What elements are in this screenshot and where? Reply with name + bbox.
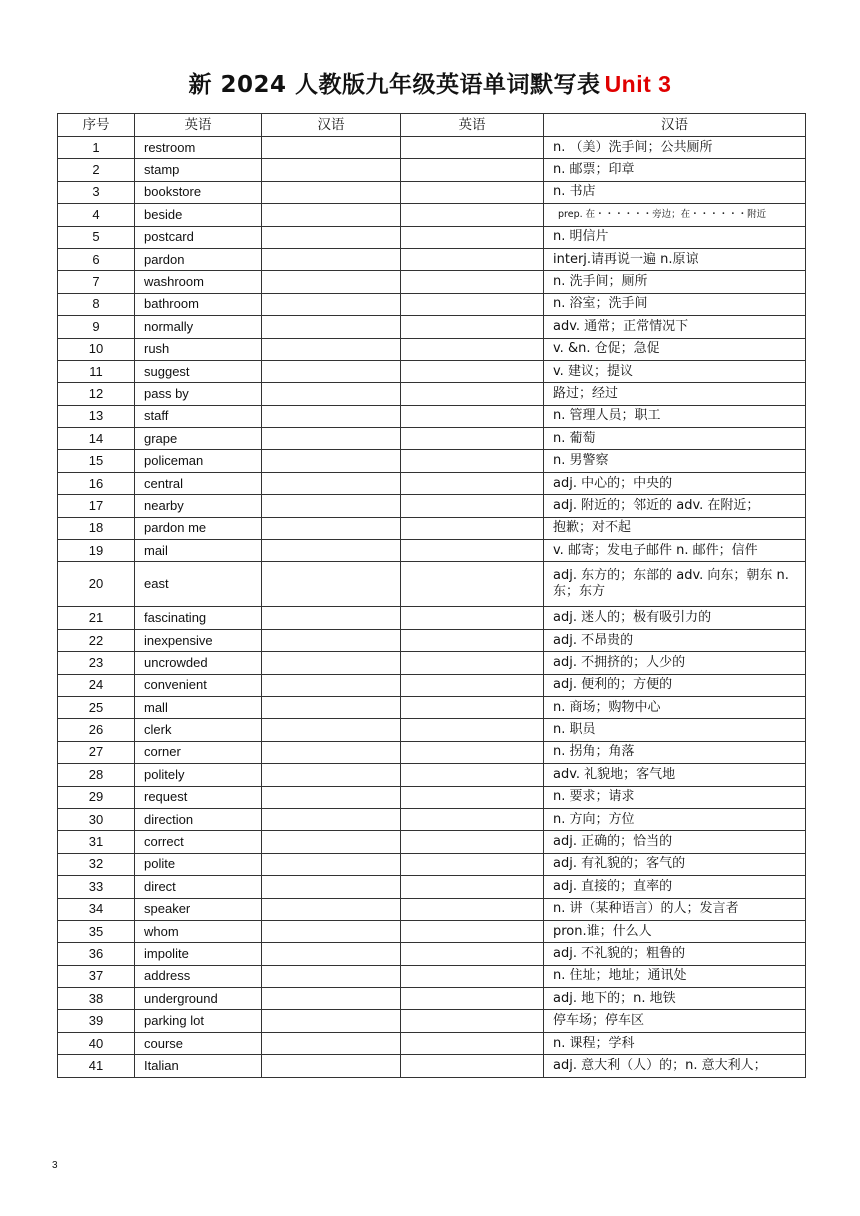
table-row <box>58 898 806 920</box>
english-answer-blank[interactable] <box>401 472 544 494</box>
chinese-meaning: n. 要求；请求 <box>544 786 806 808</box>
row-number: 15 <box>58 450 135 472</box>
chinese-meaning: n. 书店 <box>544 181 806 203</box>
chinese-meaning: adv. 通常；正常情况下 <box>544 316 806 338</box>
row-number: 32 <box>58 853 135 875</box>
english-word: grape <box>135 428 262 450</box>
table-row <box>58 943 806 965</box>
row-number: 12 <box>58 383 135 405</box>
english-answer-blank[interactable] <box>401 181 544 203</box>
chinese-meaning: v. 邮寄；发电子邮件 n. 邮件；信件 <box>544 540 806 562</box>
chinese-meaning: 抱歉；对不起 <box>544 517 806 539</box>
english-answer-blank[interactable] <box>401 293 544 315</box>
row-number: 31 <box>58 831 135 853</box>
row-number: 18 <box>58 517 135 539</box>
table-row <box>58 1032 806 1054</box>
english-word: address <box>135 965 262 987</box>
row-number: 27 <box>58 741 135 763</box>
table-row <box>58 450 806 472</box>
english-word: postcard <box>135 226 262 248</box>
table-row <box>58 831 806 853</box>
title-main: 新 2024 人教版九年级英语单词默写表 <box>188 72 601 98</box>
row-number: 39 <box>58 1010 135 1032</box>
chinese-answer-blank[interactable] <box>262 607 401 629</box>
english-word: politely <box>135 764 262 786</box>
chinese-answer-blank[interactable] <box>262 405 401 427</box>
row-number: 37 <box>58 965 135 987</box>
english-word: corner <box>135 741 262 763</box>
chinese-meaning: 路过；经过 <box>544 383 806 405</box>
english-word: staff <box>135 405 262 427</box>
english-word: stamp <box>135 159 262 181</box>
table-row <box>58 540 806 562</box>
chinese-answer-blank[interactable] <box>262 517 401 539</box>
english-answer-blank[interactable] <box>401 159 544 181</box>
row-number: 20 <box>58 562 135 607</box>
header-number: 序号 <box>58 114 135 137</box>
header-english: 英语 <box>135 114 262 137</box>
english-answer-blank[interactable] <box>401 517 544 539</box>
english-answer-blank[interactable] <box>401 248 544 270</box>
english-word: polite <box>135 853 262 875</box>
english-word: central <box>135 472 262 494</box>
table-row <box>58 181 806 203</box>
table-row <box>58 293 806 315</box>
chinese-meaning: n. 明信片 <box>544 226 806 248</box>
chinese-answer-blank[interactable] <box>262 204 401 226</box>
chinese-meaning: prep. 在・・・・・・旁边；在・・・・・・附近 <box>544 204 806 226</box>
english-answer-blank[interactable] <box>401 920 544 942</box>
row-number: 9 <box>58 316 135 338</box>
table-row <box>58 226 806 248</box>
table-row <box>58 965 806 987</box>
chinese-meaning: adj. 直接的；直率的 <box>544 876 806 898</box>
english-answer-blank[interactable] <box>401 360 544 382</box>
row-number: 7 <box>58 271 135 293</box>
table-row <box>58 248 806 270</box>
row-number: 25 <box>58 696 135 718</box>
header-english-blank: 英语 <box>401 114 544 137</box>
english-answer-blank[interactable] <box>401 1055 544 1077</box>
chinese-answer-blank[interactable] <box>262 316 401 338</box>
chinese-answer-blank[interactable] <box>262 248 401 270</box>
table-row <box>58 920 806 942</box>
english-answer-blank[interactable] <box>401 383 544 405</box>
english-word: impolite <box>135 943 262 965</box>
english-word: policeman <box>135 450 262 472</box>
chinese-answer-blank[interactable] <box>262 786 401 808</box>
row-number: 26 <box>58 719 135 741</box>
row-number: 6 <box>58 248 135 270</box>
chinese-answer-blank[interactable] <box>262 226 401 248</box>
chinese-answer-blank[interactable] <box>262 876 401 898</box>
english-word: nearby <box>135 495 262 517</box>
chinese-answer-blank[interactable] <box>262 674 401 696</box>
row-number: 14 <box>58 428 135 450</box>
chinese-answer-blank[interactable] <box>262 988 401 1010</box>
english-answer-blank[interactable] <box>401 629 544 651</box>
chinese-answer-blank[interactable] <box>262 1032 401 1054</box>
vocabulary-table <box>57 113 806 1078</box>
chinese-answer-blank[interactable] <box>262 965 401 987</box>
chinese-answer-blank[interactable] <box>262 831 401 853</box>
chinese-meaning: n. 讲（某种语言）的人；发言者 <box>544 898 806 920</box>
chinese-answer-blank[interactable] <box>262 1055 401 1077</box>
chinese-meaning: n. 管理人员；职工 <box>544 405 806 427</box>
table-row <box>58 472 806 494</box>
table-header-row <box>58 114 806 137</box>
english-word: uncrowded <box>135 652 262 674</box>
chinese-answer-blank[interactable] <box>262 360 401 382</box>
english-word: direction <box>135 808 262 830</box>
chinese-meaning: n. 拐角；角落 <box>544 741 806 763</box>
english-word: request <box>135 786 262 808</box>
chinese-meaning: n. 葡萄 <box>544 428 806 450</box>
row-number: 16 <box>58 472 135 494</box>
row-number: 8 <box>58 293 135 315</box>
english-answer-blank[interactable] <box>401 853 544 875</box>
table-row <box>58 1055 806 1077</box>
chinese-answer-blank[interactable] <box>262 719 401 741</box>
english-answer-blank[interactable] <box>401 450 544 472</box>
row-number: 19 <box>58 540 135 562</box>
row-number: 2 <box>58 159 135 181</box>
row-number: 3 <box>58 181 135 203</box>
table-row <box>58 988 806 1010</box>
row-number: 33 <box>58 876 135 898</box>
chinese-meaning: pron.谁；什么人 <box>544 920 806 942</box>
table-row <box>58 674 806 696</box>
english-answer-blank[interactable] <box>401 965 544 987</box>
chinese-answer-blank[interactable] <box>262 450 401 472</box>
table-row <box>58 383 806 405</box>
table-row <box>58 517 806 539</box>
table-row <box>58 786 806 808</box>
row-number: 36 <box>58 943 135 965</box>
table-row <box>58 808 806 830</box>
chinese-answer-blank[interactable] <box>262 629 401 651</box>
table-row <box>58 1010 806 1032</box>
english-word: bathroom <box>135 293 262 315</box>
english-word: parking lot <box>135 1010 262 1032</box>
english-answer-blank[interactable] <box>401 338 544 360</box>
header-chinese-blank: 汉语 <box>262 114 401 137</box>
english-answer-blank[interactable] <box>401 652 544 674</box>
table-row <box>58 562 806 607</box>
row-number: 21 <box>58 607 135 629</box>
table-row <box>58 204 806 226</box>
english-word: convenient <box>135 674 262 696</box>
table-row <box>58 719 806 741</box>
english-word: pardon me <box>135 517 262 539</box>
chinese-meaning: 停车场；停车区 <box>544 1010 806 1032</box>
row-number: 41 <box>58 1055 135 1077</box>
chinese-meaning: adj. 中心的；中央的 <box>544 472 806 494</box>
chinese-meaning: adj. 不礼貌的；粗鲁的 <box>544 943 806 965</box>
row-number: 4 <box>58 204 135 226</box>
chinese-answer-blank[interactable] <box>262 741 401 763</box>
row-number: 23 <box>58 652 135 674</box>
chinese-meaning: adj. 东方的；东部的 adv. 向东；朝东 n. 东；东方 <box>544 562 806 607</box>
chinese-meaning: v. &n. 仓促；急促 <box>544 338 806 360</box>
chinese-meaning: adj. 附近的；邻近的 adv. 在附近； <box>544 495 806 517</box>
chinese-answer-blank[interactable] <box>262 271 401 293</box>
chinese-meaning: n. 职员 <box>544 719 806 741</box>
english-answer-blank[interactable] <box>401 204 544 226</box>
table-row <box>58 741 806 763</box>
chinese-answer-blank[interactable] <box>262 293 401 315</box>
chinese-meaning: interj.请再说一遍 n.原谅 <box>544 248 806 270</box>
table-row <box>58 764 806 786</box>
chinese-answer-blank[interactable] <box>262 652 401 674</box>
english-answer-blank[interactable] <box>401 495 544 517</box>
chinese-meaning: adj. 不昂贵的 <box>544 629 806 651</box>
english-word: beside <box>135 204 262 226</box>
english-answer-blank[interactable] <box>401 1010 544 1032</box>
chinese-meaning: n. 方向；方位 <box>544 808 806 830</box>
row-number: 22 <box>58 629 135 651</box>
row-number: 10 <box>58 338 135 360</box>
chinese-meaning: n. 商场；购物中心 <box>544 696 806 718</box>
english-answer-blank[interactable] <box>401 562 544 607</box>
english-answer-blank[interactable] <box>401 607 544 629</box>
table-row <box>58 316 806 338</box>
english-answer-blank[interactable] <box>401 405 544 427</box>
chinese-answer-blank[interactable] <box>262 696 401 718</box>
english-answer-blank[interactable] <box>401 876 544 898</box>
table-row <box>58 338 806 360</box>
row-number: 28 <box>58 764 135 786</box>
chinese-answer-blank[interactable] <box>262 428 401 450</box>
chinese-meaning: n. 浴室；洗手间 <box>544 293 806 315</box>
table-row <box>58 405 806 427</box>
row-number: 24 <box>58 674 135 696</box>
chinese-meaning: adj. 有礼貌的；客气的 <box>544 853 806 875</box>
english-answer-blank[interactable] <box>401 674 544 696</box>
english-word: direct <box>135 876 262 898</box>
chinese-answer-blank[interactable] <box>262 137 401 159</box>
chinese-answer-blank[interactable] <box>262 495 401 517</box>
row-number: 11 <box>58 360 135 382</box>
table-row <box>58 696 806 718</box>
chinese-answer-blank[interactable] <box>262 338 401 360</box>
chinese-answer-blank[interactable] <box>262 540 401 562</box>
chinese-answer-blank[interactable] <box>262 383 401 405</box>
chinese-meaning: adj. 迷人的；极有吸引力的 <box>544 607 806 629</box>
table-row <box>58 137 806 159</box>
chinese-meaning: n. 课程；学科 <box>544 1032 806 1054</box>
table-row <box>58 360 806 382</box>
row-number: 29 <box>58 786 135 808</box>
english-answer-blank[interactable] <box>401 988 544 1010</box>
page-number: 3 <box>52 1160 58 1171</box>
english-word: mail <box>135 540 262 562</box>
header-chinese: 汉语 <box>544 114 806 137</box>
chinese-meaning: n. 洗手间；厕所 <box>544 271 806 293</box>
chinese-answer-blank[interactable] <box>262 181 401 203</box>
english-answer-blank[interactable] <box>401 831 544 853</box>
english-word: restroom <box>135 137 262 159</box>
english-answer-blank[interactable] <box>401 1032 544 1054</box>
english-answer-blank[interactable] <box>401 271 544 293</box>
chinese-answer-blank[interactable] <box>262 943 401 965</box>
english-answer-blank[interactable] <box>401 540 544 562</box>
chinese-meaning: adj. 地下的；n. 地铁 <box>544 988 806 1010</box>
chinese-meaning: adj. 正确的；恰当的 <box>544 831 806 853</box>
english-word: whom <box>135 920 262 942</box>
english-answer-blank[interactable] <box>401 808 544 830</box>
table-row <box>58 495 806 517</box>
row-number: 40 <box>58 1032 135 1054</box>
chinese-meaning: n. 住址；地址；通讯处 <box>544 965 806 987</box>
row-number: 17 <box>58 495 135 517</box>
chinese-answer-blank[interactable] <box>262 853 401 875</box>
english-word: rush <box>135 338 262 360</box>
english-word: east <box>135 562 262 607</box>
english-word: inexpensive <box>135 629 262 651</box>
english-word: normally <box>135 316 262 338</box>
chinese-answer-blank[interactable] <box>262 1010 401 1032</box>
english-answer-blank[interactable] <box>401 764 544 786</box>
english-word: underground <box>135 988 262 1010</box>
table-row <box>58 629 806 651</box>
row-number: 13 <box>58 405 135 427</box>
english-answer-blank[interactable] <box>401 226 544 248</box>
chinese-answer-blank[interactable] <box>262 472 401 494</box>
chinese-meaning: adj. 意大利（人）的；n. 意大利人； <box>544 1055 806 1077</box>
english-answer-blank[interactable] <box>401 316 544 338</box>
english-word: Italian <box>135 1055 262 1077</box>
chinese-answer-blank[interactable] <box>262 808 401 830</box>
chinese-meaning: n. （美）洗手间；公共厕所 <box>544 137 806 159</box>
row-number: 35 <box>58 920 135 942</box>
english-answer-blank[interactable] <box>401 786 544 808</box>
english-answer-blank[interactable] <box>401 943 544 965</box>
chinese-answer-blank[interactable] <box>262 898 401 920</box>
english-answer-blank[interactable] <box>401 898 544 920</box>
english-word: fascinating <box>135 607 262 629</box>
chinese-meaning: v. 建议；提议 <box>544 360 806 382</box>
chinese-meaning: n. 邮票；印章 <box>544 159 806 181</box>
english-word: washroom <box>135 271 262 293</box>
english-word: correct <box>135 831 262 853</box>
row-number: 5 <box>58 226 135 248</box>
page-title <box>0 66 860 99</box>
english-answer-blank[interactable] <box>401 137 544 159</box>
english-word: speaker <box>135 898 262 920</box>
chinese-meaning: n. 男警察 <box>544 450 806 472</box>
english-word: mall <box>135 696 262 718</box>
english-word: pass by <box>135 383 262 405</box>
chinese-answer-blank[interactable] <box>262 562 401 607</box>
table-row <box>58 876 806 898</box>
table-row <box>58 853 806 875</box>
english-word: suggest <box>135 360 262 382</box>
row-number: 34 <box>58 898 135 920</box>
chinese-meaning: adj. 不拥挤的；人少的 <box>544 652 806 674</box>
title-unit: Unit 3 <box>604 71 672 97</box>
row-number: 30 <box>58 808 135 830</box>
english-word: pardon <box>135 248 262 270</box>
chinese-answer-blank[interactable] <box>262 159 401 181</box>
chinese-answer-blank[interactable] <box>262 920 401 942</box>
english-answer-blank[interactable] <box>401 741 544 763</box>
row-number: 1 <box>58 137 135 159</box>
table-row <box>58 428 806 450</box>
english-word: bookstore <box>135 181 262 203</box>
english-answer-blank[interactable] <box>401 719 544 741</box>
english-word: clerk <box>135 719 262 741</box>
chinese-meaning: adv. 礼貌地；客气地 <box>544 764 806 786</box>
table-row <box>58 271 806 293</box>
english-answer-blank[interactable] <box>401 428 544 450</box>
row-number: 38 <box>58 988 135 1010</box>
chinese-meaning: adj. 便利的；方便的 <box>544 674 806 696</box>
table-row <box>58 159 806 181</box>
table-row <box>58 607 806 629</box>
chinese-answer-blank[interactable] <box>262 764 401 786</box>
english-answer-blank[interactable] <box>401 696 544 718</box>
table-row <box>58 652 806 674</box>
english-word: course <box>135 1032 262 1054</box>
